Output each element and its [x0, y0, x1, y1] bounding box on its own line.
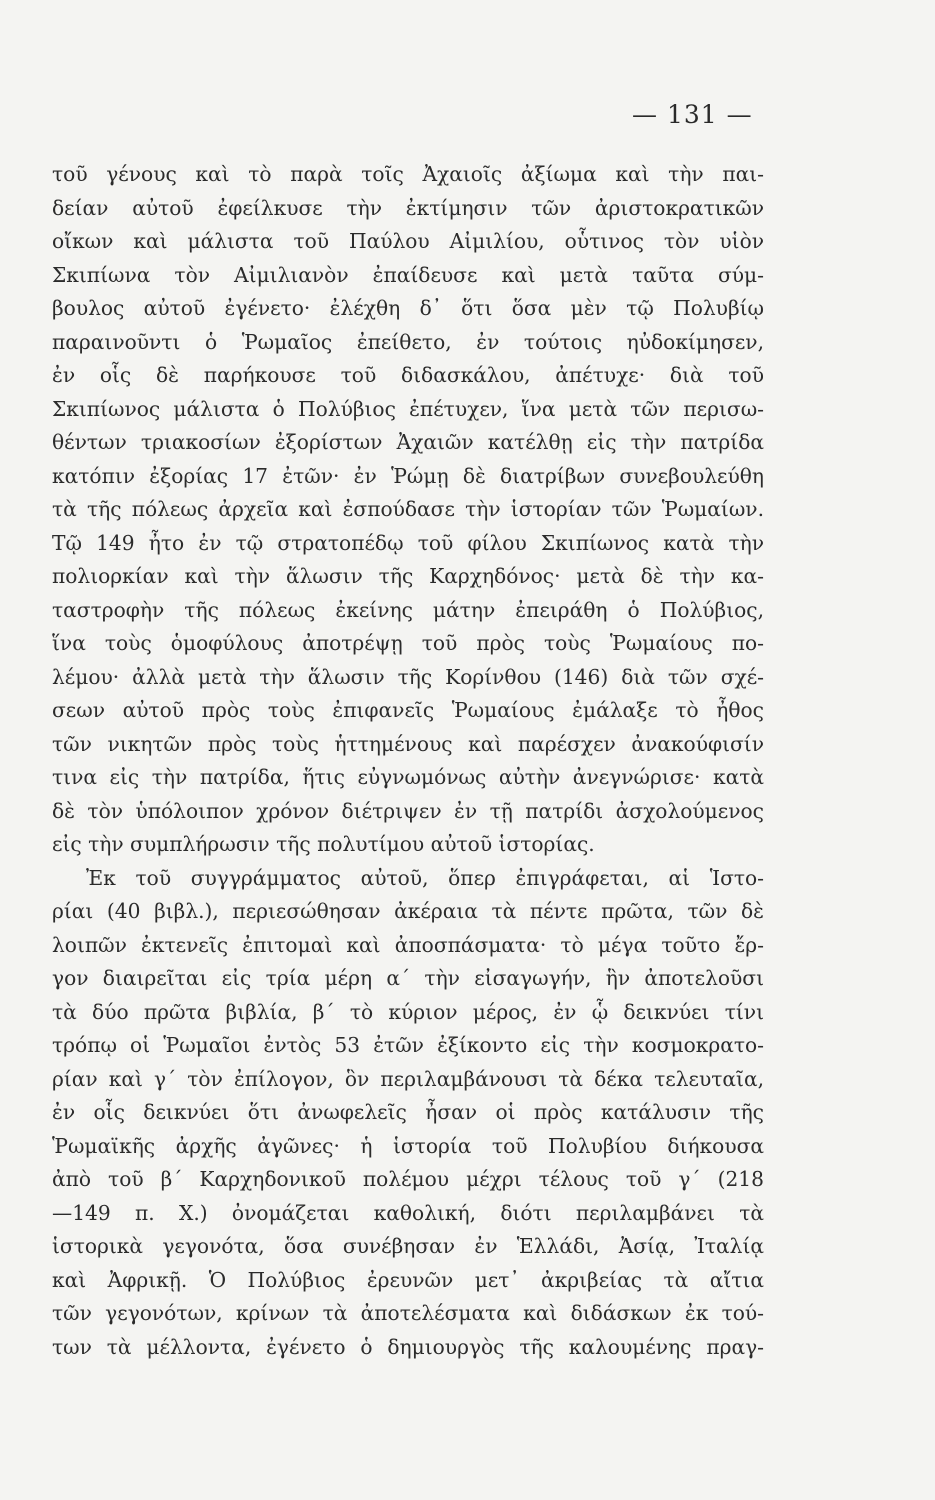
text-line: τοῦ γένους καὶ τὸ παρὰ τοῖς Ἀχαιοῖς ἀξίωμα καὶ τὴν παι-	[52, 162, 764, 186]
text-line: παραινοῦντι ὁ Ῥωμαῖος ἐπείθετο, ἐν τούτοις ηὐδοκίμησεν,	[52, 329, 764, 354]
body-text	[52, 158, 764, 1364]
text-line: οἴκων καὶ μάλιστα τοῦ Παύλου Αἰμιλίου, οὗτινος τὸν υἱὸν	[52, 229, 764, 253]
text-line: κατόπιν ἐξορίας 17 ἐτῶν· ἐν Ῥώμῃ δὲ διατρίβων συνεβουλεύθη	[52, 463, 764, 488]
text-line: τινα εἰς τὴν πατρίδα, ἥτις εὐγνωμόνως αὐτὴν ἀνεγνώρισε· κατὰ	[52, 765, 764, 789]
text-line: ρίαν καὶ γ΄ τὸν ἐπίλογον, ὃν περιλαμβάνουσι τὰ δέκα τελευταῖα,	[52, 1066, 764, 1091]
text-line: εἰς τὴν συμπλήρωσιν τῆς πολυτίμου αὐτοῦ ἱστορίας.	[52, 832, 595, 856]
text-line: ἐν οἷς δεικνύει ὅτι ἀνωφελεῖς ἦσαν οἱ πρὸς κατάλυσιν τῆς	[52, 1100, 764, 1124]
text-line: τῶν γεγονότων, κρίνων τὰ ἀποτελέσματα καὶ διδάσκων ἐκ τού-	[52, 1301, 764, 1325]
text-line: ἱστορικὰ γεγονότα, ὅσα συνέβησαν ἐν Ἑλλάδι, Ἀσίᾳ, Ἰταλίᾳ	[52, 1234, 764, 1258]
text-line: ρίαι (40 βιβλ.), περιεσώθησαν ἀκέραια τὰ πέντε πρῶτα, τῶν δὲ	[52, 899, 764, 923]
text-line: ἐν οἷς δὲ παρήκουσε τοῦ διδασκάλου, ἀπέτυχε· διὰ τοῦ	[52, 363, 764, 387]
text-line: των τὰ μέλλοντα, ἐγένετο ὁ δημιουργὸς τῆς καλουμένης πραγ-	[52, 1334, 764, 1359]
text-line: —149 π. Χ.) ὀνομάζεται καθολική, διότι περιλαμβάνει τὰ	[52, 1200, 764, 1225]
text-line: δὲ τὸν ὑπόλοιπον χρόνον διέτριψεν ἐν τῇ πατρίδι ἀσχολούμενος	[52, 798, 764, 823]
text-line: δείαν αὐτοῦ ἐφείλκυσε τὴν ἐκτίμησιν τῶν ἀριστοκρατικῶν	[52, 195, 764, 220]
text-line: βουλος αὐτοῦ ἐγένετο· ἐλέχθη δ᾽ ὅτι ὅσα μὲν τῷ Πολυβίῳ	[52, 296, 764, 320]
text-line: πολιορκίαν καὶ τὴν ἅλωσιν τῆς Καρχηδόνος· μετὰ δὲ τὴν κα-	[52, 564, 764, 588]
text-line: θέντων τριακοσίων ἐξορίστων Ἀχαιῶν κατέλθῃ εἰς τὴν πατρίδα	[52, 430, 764, 454]
text-line: γον διαιρεῖται εἰς τρία μέρη α΄ τὴν εἰσαγωγήν, ἣν ἀποτελοῦσι	[52, 966, 764, 990]
text-line: τρόπῳ οἱ Ῥωμαῖοι ἐντὸς 53 ἐτῶν ἐξίκοντο εἰς τὴν κοσμοκρατο-	[52, 1033, 764, 1057]
text-line: καὶ Ἀφρικῇ. Ὁ Πολύβιος ἐρευνῶν μετ᾽ ἀκριβείας τὰ αἴτια	[52, 1267, 764, 1292]
text-line: σεων αὐτοῦ πρὸς τοὺς ἐπιφανεῖς Ῥωμαίους ἐμάλαξε τὸ ἦθος	[52, 698, 764, 722]
text-line: ἵνα τοὺς ὁμοφύλους ἀποτρέψῃ τοῦ πρὸς τοὺς Ῥωμαίους πο-	[52, 631, 764, 655]
text-line: τῶν νικητῶν πρὸς τοὺς ἡττημένους καὶ παρέσχεν ἀνακούφισίν	[52, 731, 764, 756]
page-number: — 131 —	[632, 100, 753, 129]
text-line: Ῥωμαϊκῆς ἀρχῆς ἀγῶνες· ἡ ἱστορία τοῦ Πολυβίου διήκουσα	[52, 1133, 764, 1158]
text-line: ταστροφὴν τῆς πόλεως ἐκείνης μάτην ἐπειράθη ὁ Πολύβιος,	[52, 597, 764, 622]
text-line: τὰ δύο πρῶτα βιβλία, β΄ τὸ κύριον μέρος, ἐν ᾧ δεικνύει τίνι	[52, 999, 764, 1024]
text-line: λοιπῶν ἐκτενεῖς ἐπιτομαὶ καὶ ἀποσπάσματα· τὸ μέγα τοῦτο ἔρ-	[52, 932, 764, 957]
text-line: Τῷ 149 ἦτο ἐν τῷ στρατοπέδῳ τοῦ φίλου Σκιπίωνος κατὰ τὴν	[52, 530, 764, 555]
text-line: Ἐκ τοῦ συγγράμματος αὐτοῦ, ὅπερ ἐπιγράφεται, αἱ Ἱστο-	[86, 865, 764, 890]
text-line: τὰ τῆς πόλεως ἀρχεῖα καὶ ἐσπούδασε τὴν ἱστορίαν τῶν Ῥωμαίων.	[52, 497, 764, 521]
text-line: Σκιπίωνος μάλιστα ὁ Πολύβιος ἐπέτυχεν, ἵνα μετὰ τῶν περισω-	[52, 396, 764, 421]
text-line: Σκιπίωνα τὸν Αἰμιλιανὸν ἐπαίδευσε καὶ μετὰ ταῦτα σύμ-	[52, 262, 764, 287]
text-line: λέμου· ἀλλὰ μετὰ τὴν ἅλωσιν τῆς Κορίνθου (146) διὰ τῶν σχέ-	[52, 664, 764, 689]
text-line: ἀπὸ τοῦ β΄ Καρχηδονικοῦ πολέμου μέχρι τέλους τοῦ γ΄ (218	[52, 1167, 764, 1191]
